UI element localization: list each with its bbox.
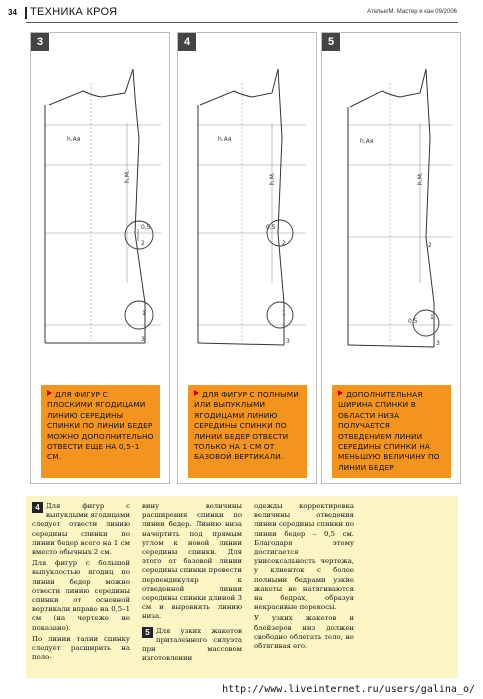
paragraph — [142, 627, 242, 664]
panel-number: 4 — [178, 33, 196, 51]
pattern-drawing — [322, 33, 460, 383]
text-column-2 — [142, 502, 242, 663]
section-title: ТЕХНИКА КРОЯ — [30, 6, 118, 18]
header-rule — [26, 22, 458, 23]
panel-note-text: ДОПОЛНИТЕЛЬНАЯ ШИРИНА СПИНКИ В ОБЛАСТИ НИЗА ПОЛУЧАЕТСЯ ОТВЕДЕНИЕМ ЛИНИИ СЕРЕДИНЫ СПИНКИ НА МЕНЬШУЮ ВЕЛИЧИНУ ПО ЛИНИИ БЕДЕР — [338, 390, 440, 472]
panel-note — [332, 385, 451, 478]
label-3: 3 — [286, 338, 290, 345]
label-ha: h.Ая — [67, 136, 81, 143]
instructions-area — [26, 496, 458, 678]
label-1: 1 — [142, 310, 146, 317]
label-ha: h.Ая — [218, 136, 232, 143]
panel-note-text: ДЛЯ ФИГУР С ПОЛНЫМИ ИЛИ ВЫПУКЛЫМИ ЯГОДИЦАМИ ЛИНИЮ СЕРЕДИНЫ СПИНКИ ПО ЛИНИИ БЕДЕР ОТВЕСТИ ТОЛЬКО НА 1 СМ ОТ БАЗОВОЙ ВЕРТИКАЛИ. — [194, 390, 299, 462]
paragraph: вину величины расширения спинки по линии бедер. Линию низа начертить под прямым углом к новой линии середины спинки. Для этого от базовой линии середины спинки провести перпендикуляр к отведенной линии середины спинки длиной 3 см и выровнять линию низа. — [142, 502, 242, 621]
label-0-5: 0,5 — [266, 224, 276, 231]
paragraph: Для фигур с большой выпуклостью ягодиц по линии бедер можно отвести линию середины спинки от основной вертикали вправо на 0,5–1 см (на чертеже не показано). — [32, 559, 130, 632]
paragraph: одежды корректировка величины отведения линии середины спинки по линии бедер – 0,5 см. Благодаря этому достигается унисексальность чертежа, у клиенток с более полными бедрами узкие жакеты не натягиваются на бедрах, образуя некрасивые перекосы. — [254, 502, 354, 612]
label-3: 3 — [141, 336, 145, 343]
label-hm: h.М. — [269, 172, 276, 185]
label-3: 3 — [436, 340, 440, 347]
page-header — [0, 0, 483, 24]
paragraph: По линии талии спинку следует расширить на поло- — [32, 634, 130, 662]
label-ha: h.Ая — [360, 138, 374, 145]
issue-info: Ателье/М. Мастер и кан 09/2006 — [367, 9, 457, 15]
label-2: 2 — [428, 242, 432, 249]
label-hm: h.М. — [417, 172, 424, 185]
panel-note — [41, 385, 160, 478]
panel-note-text: ДЛЯ ФИГУР С ПЛОСКИМИ ЯГОДИЦАМИ ЛИНИЮ СЕРЕДИНЫ СПИНКИ ПО ЛИНИИ БЕДЕР МОЖНО ДОПОЛНИТЕЛЬНО ОТВЕСТИ ЕЩЕ НА 0,5–1 СМ. — [47, 390, 154, 462]
paragraph-text: Для фигур с выпуклыми ягодицами следует отвести линию середины спинки по линии бедер всего на 1 см вместо обычных 2 см. — [32, 502, 130, 557]
page-number: 34 — [8, 8, 17, 17]
step-number: 4 — [32, 502, 43, 513]
panel-3 — [30, 32, 170, 484]
label-1: 1 — [430, 314, 434, 321]
arrow-icon — [194, 390, 199, 396]
label-0-5: 0,5 — [141, 224, 151, 231]
arrow-icon — [47, 390, 52, 396]
paragraph: У узких жакетов и блейзеров низ должен свободно облегать тело, не обтягивая его. — [254, 614, 354, 651]
panel-number: 3 — [31, 33, 49, 51]
header-divider-bar — [25, 7, 27, 19]
panel-note — [188, 385, 307, 478]
label-0-5: 0,5 — [408, 318, 418, 325]
label-1: 1 — [282, 310, 286, 317]
panel-5 — [321, 32, 461, 484]
text-column-3 — [254, 502, 354, 651]
label-hm: h.М. — [124, 170, 131, 183]
paragraph — [32, 502, 130, 557]
footer-url[interactable]: http://www.liveinternet.ru/users/galina_o/ — [222, 684, 475, 695]
step-number: 5 — [142, 627, 153, 638]
text-column-1 — [32, 502, 130, 662]
panel-4 — [177, 32, 317, 484]
label-2: 2 — [141, 240, 145, 247]
arrow-icon — [338, 390, 343, 396]
label-2: 2 — [282, 240, 286, 247]
paragraph-text: Для узких жакетов приталенного силуэта при массовом изготовлении — [142, 626, 242, 663]
pattern-drawing — [178, 33, 316, 383]
panel-number: 5 — [322, 33, 340, 51]
pattern-drawing — [31, 33, 169, 383]
